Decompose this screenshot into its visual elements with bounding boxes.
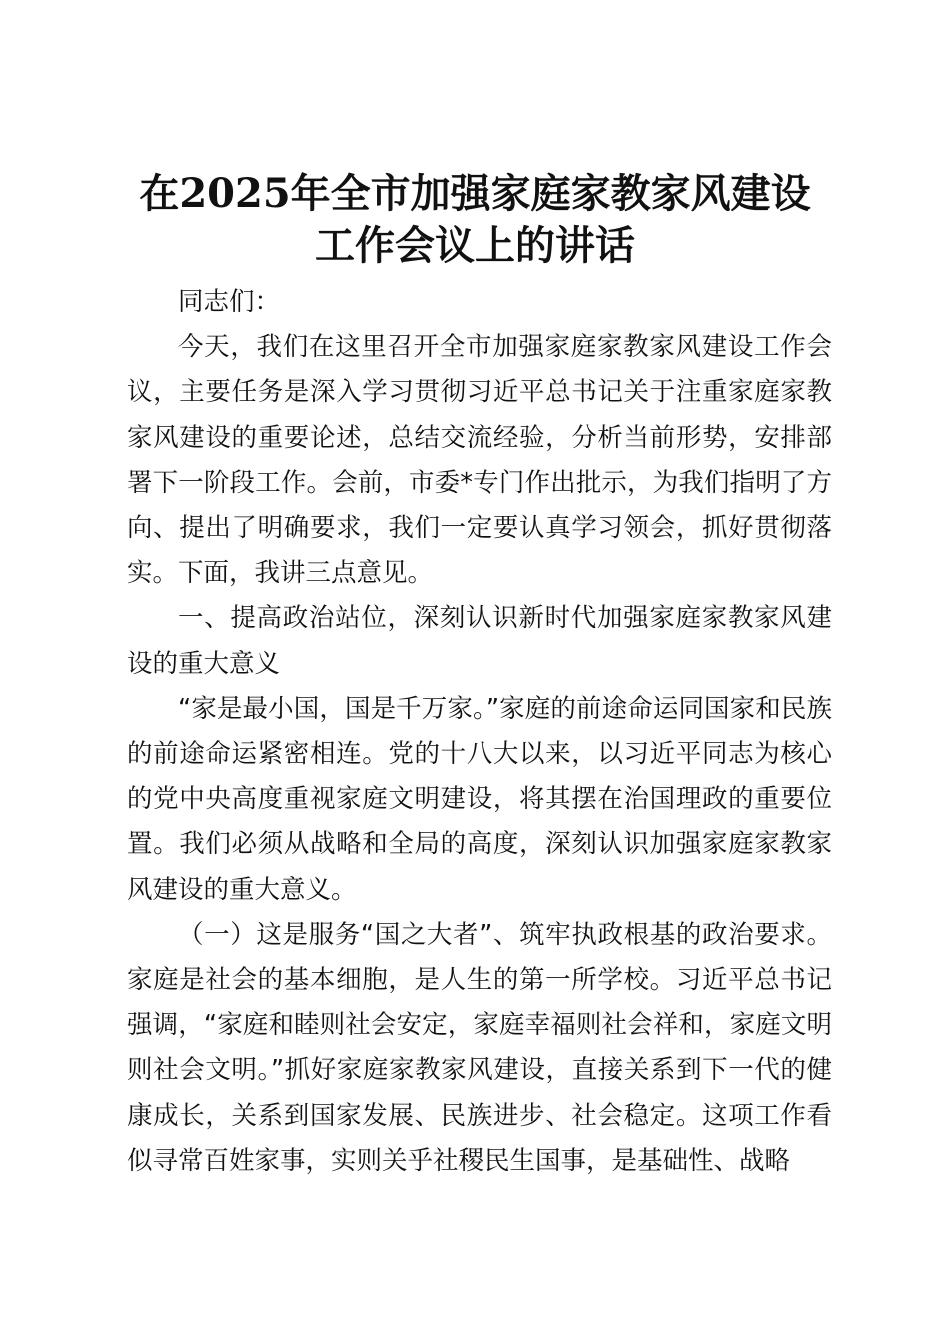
document-title-line-1: 在2025年全市加强家庭家教家风建设 (139, 170, 811, 217)
document-title-line-2: 工作会议上的讲话 (315, 222, 635, 269)
document-body (127, 280, 832, 1184)
paragraph-point-1: （一）这是服务“国之大者”、筑牢执政根基的政治要求。家庭是社会的基本细胞，是人生的第一所学校。习近平总书记强调，“家庭和睦则社会安定，家庭幸福则社会祥和，家庭文明则社会文明。”抓好家庭家教家风建设，直接关系到下一代的健康成长，关系到国家发展、民族进步、社会稳定。这项工作看似寻常百姓家事，实则关乎社稷民生国事，是基础性、战略 (127, 919, 832, 1176)
paragraph-significance: “家是最小国，国是千万家。”家庭的前途命运同国家和民族的前途命运紧密相连。党的十八大以来，以习近平同志为核心的党中央高度重视家庭文明建设，将其摆在治国理政的重要位置。我们必须从战略和全局的高度，深刻认识加强家庭家教家风建设的重大意义。 (127, 693, 832, 905)
section-heading-1: 一、提高政治站位，深刻认识新时代加强家庭家教家风建设的重大意义 (127, 603, 832, 679)
paragraph-intro: 今天，我们在这里召开全市加强家庭家教家风建设工作会议，主要任务是深入学习贯彻习近平总书记关于注重家庭家教家风建设的重要论述，总结交流经验，分析当前形势，安排部署下一阶段工作。会前，市委*专门作出批示，为我们指明了方向、提出了明确要求，我们一定要认真学习领会，抓好贯彻落实。下面，我讲三点意见。 (127, 332, 832, 589)
salutation: 同志们： (178, 287, 281, 317)
